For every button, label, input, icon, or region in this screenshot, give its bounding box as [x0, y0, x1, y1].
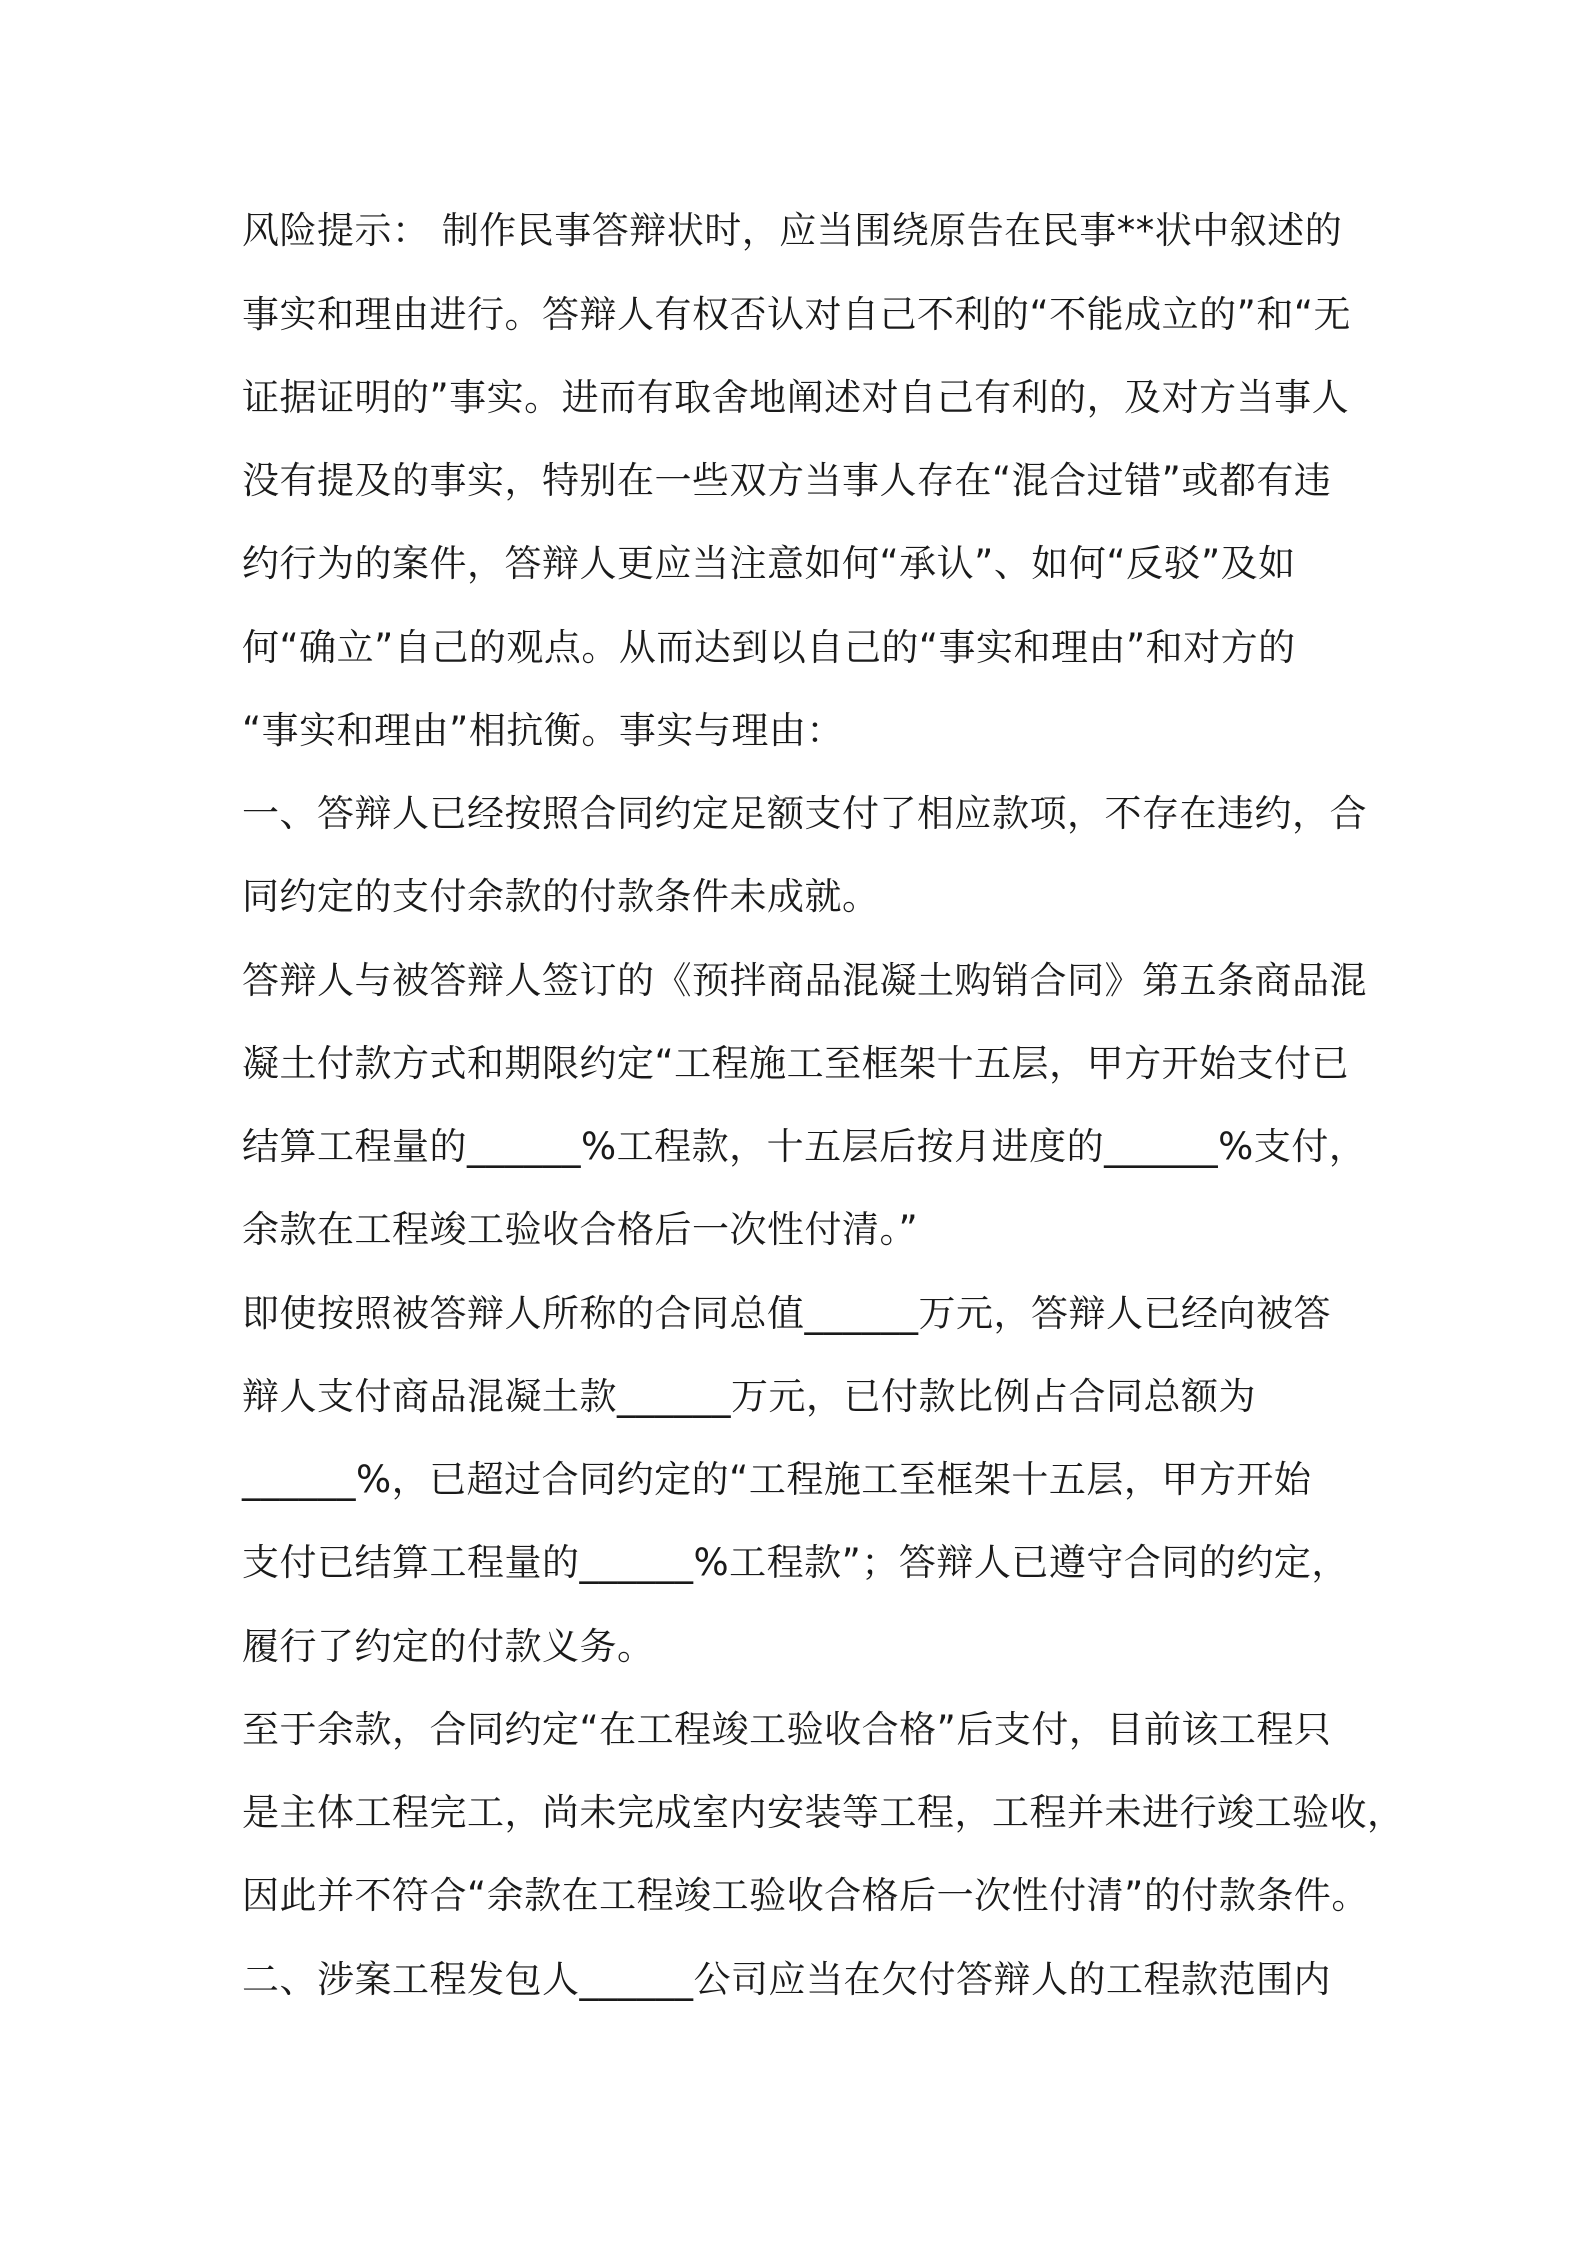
text-line: 辩人支付商品混凝土款______万元，已付款比例占合同总额为 [242, 1375, 1256, 1418]
text-line: 结算工程量的______%工程款，十五层后按月进度的______%支付， [242, 1125, 1367, 1168]
text-line: 风险提示： 制作民事答辩状时，应当围绕原告在民事**状中叙述的 [242, 209, 1343, 252]
text-line: 答辩人与被答辩人签订的《预拌商品混凝土购销合同》第五条商品混 [242, 959, 1367, 1002]
text-line: 是主体工程完工，尚未完成室内安装等工程，工程并未进行竣工验收， [242, 1791, 1405, 1834]
section-heading: 一、答辩人已经按照合同约定足额支付了相应款项，不存在违约，合 [242, 792, 1367, 835]
text-line: 事实和理由进行。答辩人有权否认对自己不利的“不能成立的”和“无 [242, 293, 1352, 336]
text-line: 同约定的支付余款的付款条件未成就。 [242, 875, 880, 918]
text-line: 没有提及的事实，特别在一些双方当事人存在“混合过错”或都有违 [242, 459, 1332, 502]
text-line: “事实和理由”相抗衡。事实与理由： [242, 709, 844, 752]
text-line: 因此并不符合“余款在工程竣工验收合格后一次性付清”的付款条件。 [242, 1874, 1369, 1917]
text-line: 至于余款，合同约定“在工程竣工验收合格”后支付，目前该工程只 [242, 1708, 1332, 1751]
text-line: 履行了约定的付款义务。 [242, 1625, 655, 1668]
text-line: 凝土付款方式和期限约定“工程施工至框架十五层，甲方开始支付已 [242, 1042, 1350, 1085]
text-line: 支付已结算工程量的______%工程款”；答辩人已遵守合同的约定， [242, 1541, 1349, 1584]
text-line: 约行为的案件，答辩人更应当注意如何“承认”、如何“反驳”及如 [242, 542, 1296, 585]
text-line: 证据证明的”事实。进而有取舍地阐述对自己有利的，及对方当事人 [242, 376, 1350, 419]
text-line: 即使按照被答辩人所称的合同总值______万元，答辩人已经向被答 [242, 1292, 1331, 1335]
section-heading: 二、涉案工程发包人______公司应当在欠付答辩人的工程款范围内 [242, 1958, 1331, 2001]
text-line: 何“确立”自己的观点。从而达到以自己的“事实和理由”和对方的 [242, 626, 1296, 669]
text-line: 余款在工程竣工验收合格后一次性付清。” [242, 1208, 919, 1251]
text-line: ______%，已超过合同约定的“工程施工至框架十五层，甲方开始 [242, 1458, 1312, 1501]
